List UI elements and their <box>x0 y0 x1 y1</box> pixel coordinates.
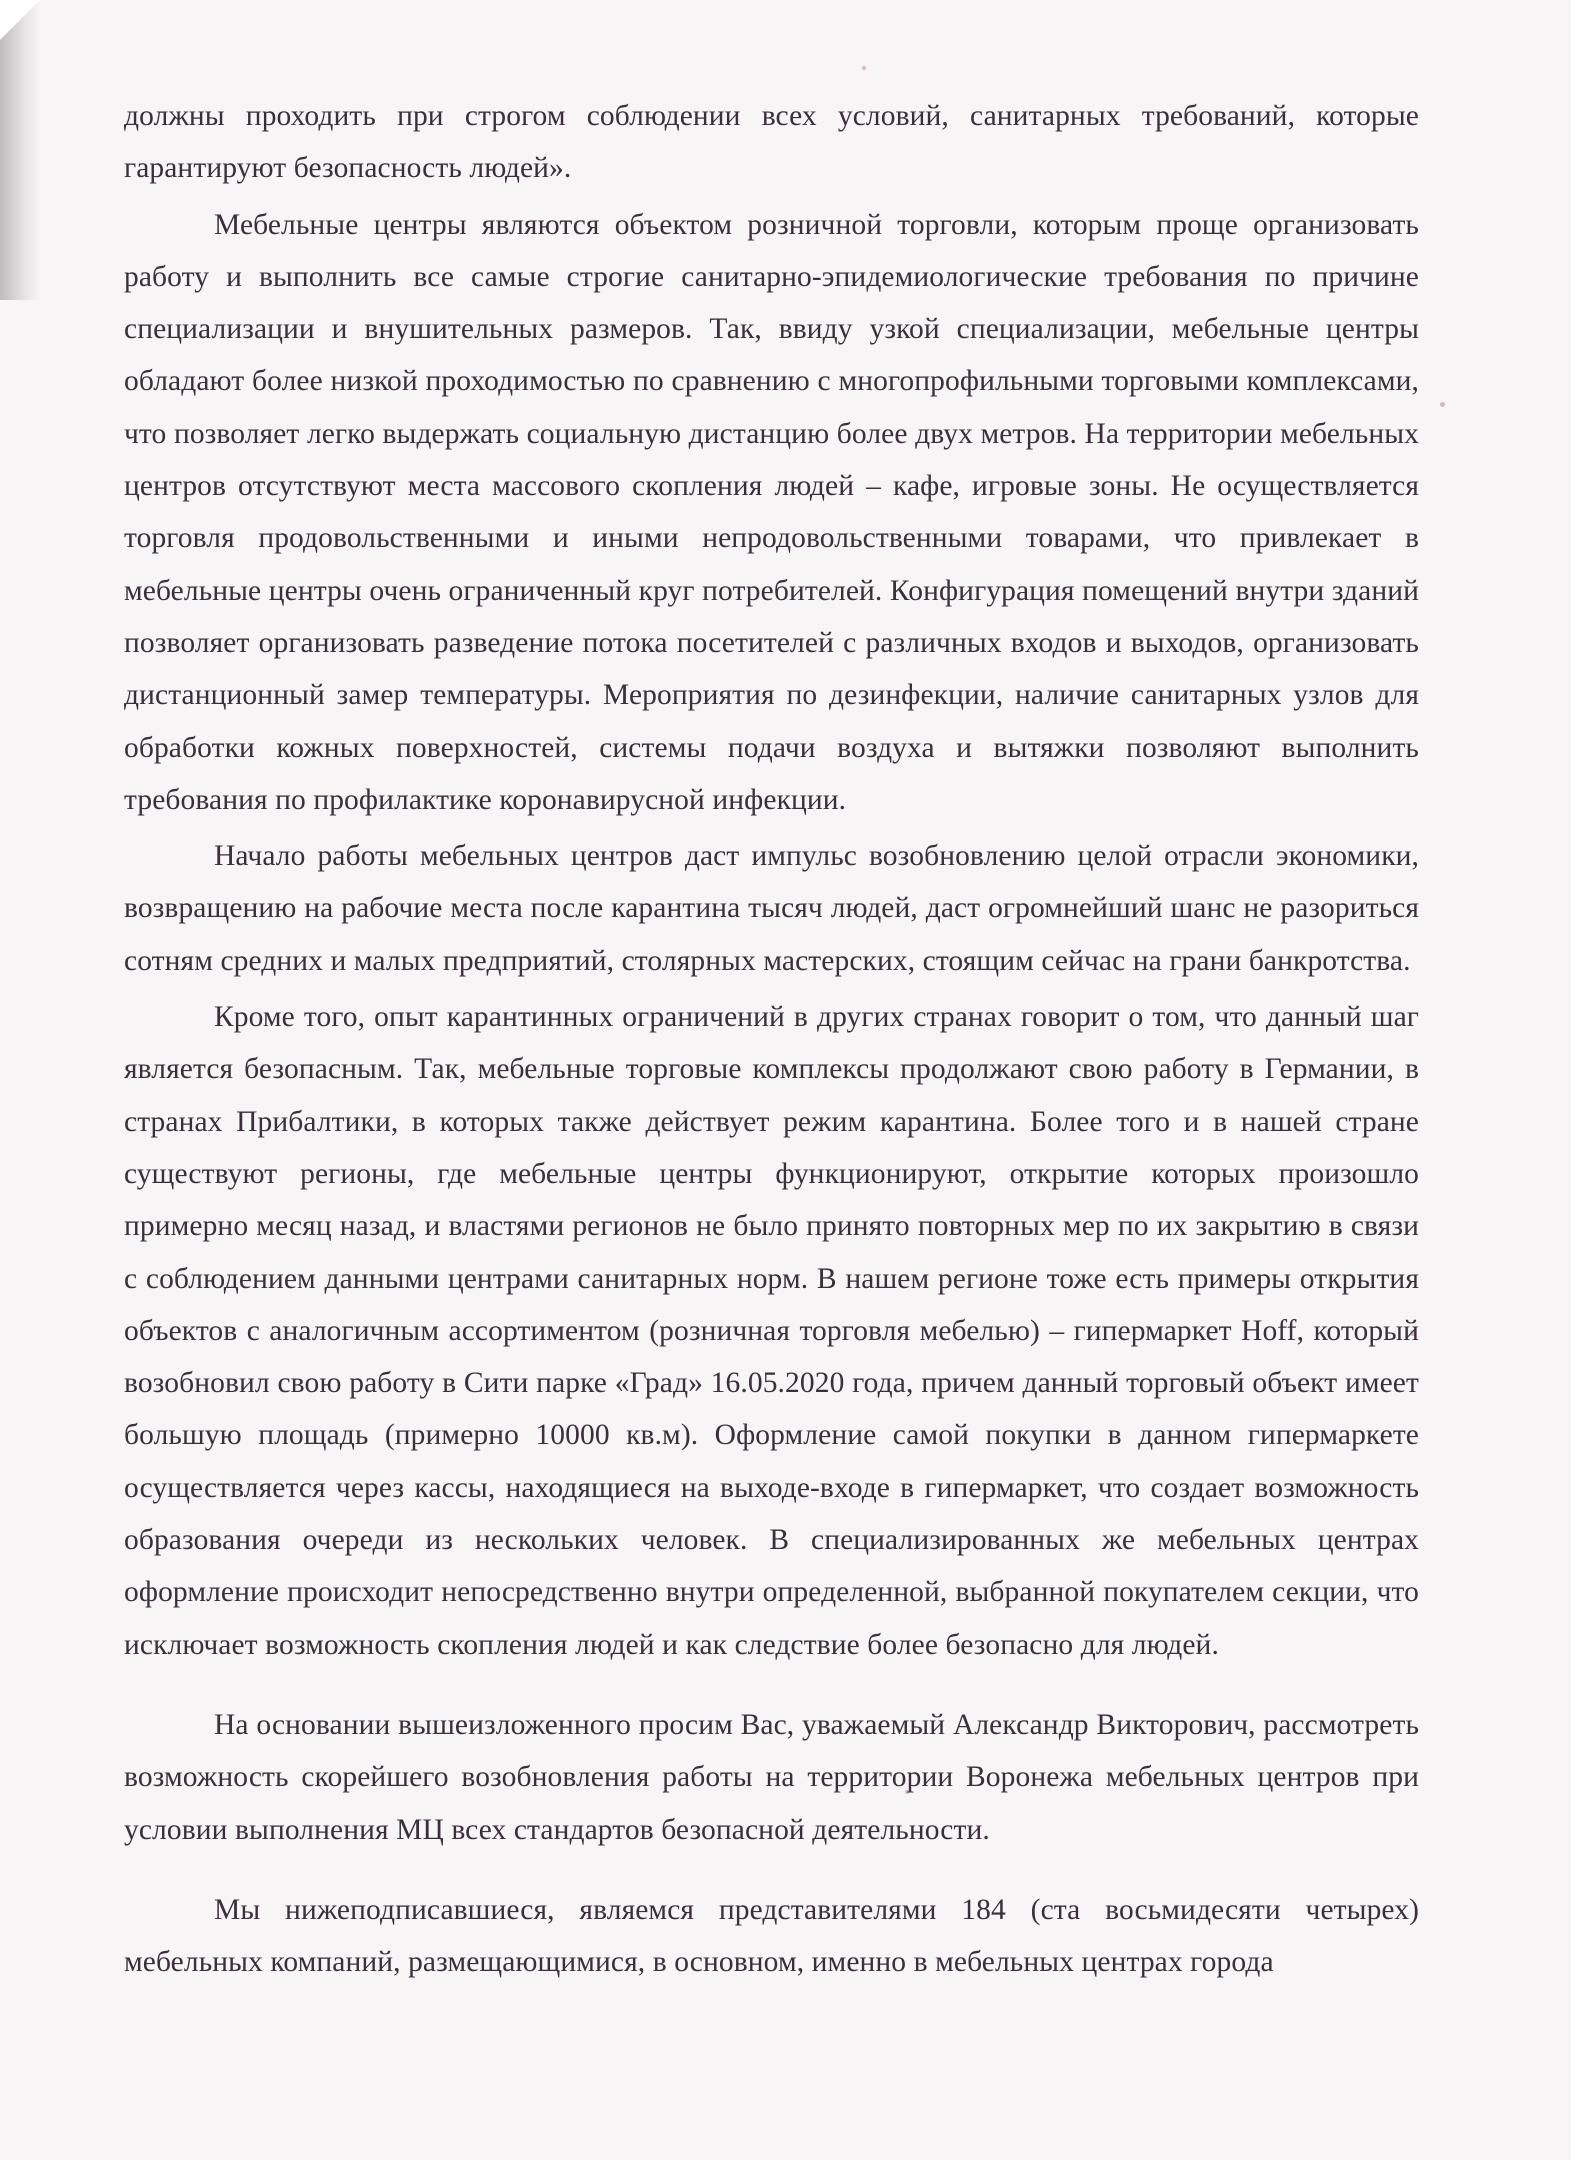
paragraph-6: Мы нижеподписавшиеся, являемся представителями 184 (ста восьмидесяти четырех) мебельных компаний, размещающимися, в основном, именно в мебельных центрах города <box>124 1893 1419 1979</box>
page-corner-fold <box>0 0 40 40</box>
paragraph-2: Мебельные центры являются объектом розничной торговли, которым проще организовать работу и выполнить все самые строгие санитарно-эпидемиологические требования по причине специализации и внушительных размеров. Так, ввиду узкой специализации, мебельные центры обладают более низкой проходимостью по сравнению с многопрофильными торговыми комплексами, что позволяет легко выдержать социальную дистанцию более двух метров. На территории мебельных центров отсутствуют места массового скопления людей – кафе, игровые зоны. Не осуществляется торговля продовольственными и иными непродовольственными товарами, что привлекает в мебельные центры очень ограниченный круг потребителей. Конфигурация помещений внутри зданий позволяет организовать разведение потока посетителей с различных входов и выходов, организовать дистанционный замер температуры. Мероприятия по дезинфекции, наличие санитарных узлов для обработки кожных поверхностей, системы подачи воздуха и вытяжки позволяют выполнить требования по профилактике коронавирусной инфекции. <box>124 208 1419 816</box>
paper-speck <box>1440 402 1445 407</box>
paragraph-1: должны проходить при строгом соблюдении всех условий, санитарных требований, которые гарантируют безопасность людей». <box>124 100 1419 185</box>
paragraph-4: Кроме того, опыт карантинных ограничений в других странах говорит о том, что данный шаг является безопасным. Так, мебельные торговые комплексы продолжают свою работу в Германии, в странах Прибалтики, в которых также действует режим карантина. Более того и в нашей стране существуют регионы, где мебельные центры функционируют, открытие которых произошло примерно месяц назад, и властями регионов не было принято повторных мер по их закрытию в связи с соблюдением данными центрами санитарных норм. В нашем регионе тоже есть примеры открытия объектов с аналогичным ассортиментом (розничная торговля мебелью) – гипермаркет Hoff, который возобновил свою работу в Сити парке «Град» 16.05.2020 года, причем данный торговый объект имеет большую площадь (примерно 10000 кв.м). Оформление самой покупки в данном гипермаркете осуществляется через кассы, находящиеся на выходе-входе в гипермаркет, что создает возможность образования очереди из нескольких человек. В специализированных же мебельных центрах оформление происходит непосредственно внутри определенной, выбранной покупателем секции, что исключает возможность скопления людей и как следствие более безопасно для людей. <box>124 1001 1419 1661</box>
document-body <box>124 90 1419 1988</box>
paragraph-5: На основании вышеизложенного просим Вас, уважаемый Александр Викторович, рассмотреть возможность скорейшего возобновления работы на территории Воронежа мебельных центров при условии выполнения МЦ всех стандартов безопасной деятельности. <box>124 1708 1419 1846</box>
paper-speck <box>862 66 866 70</box>
page-corner-shadow <box>0 0 40 300</box>
paragraph-3: Начало работы мебельных центров даст импульс возобновлению целой отрасли экономики, возвращению на рабочие места после карантина тысяч людей, даст огромнейший шанс не разориться сотням средних и малых предприятий, столярных мастерских, стоящим сейчас на грани банкротства. <box>124 840 1419 977</box>
